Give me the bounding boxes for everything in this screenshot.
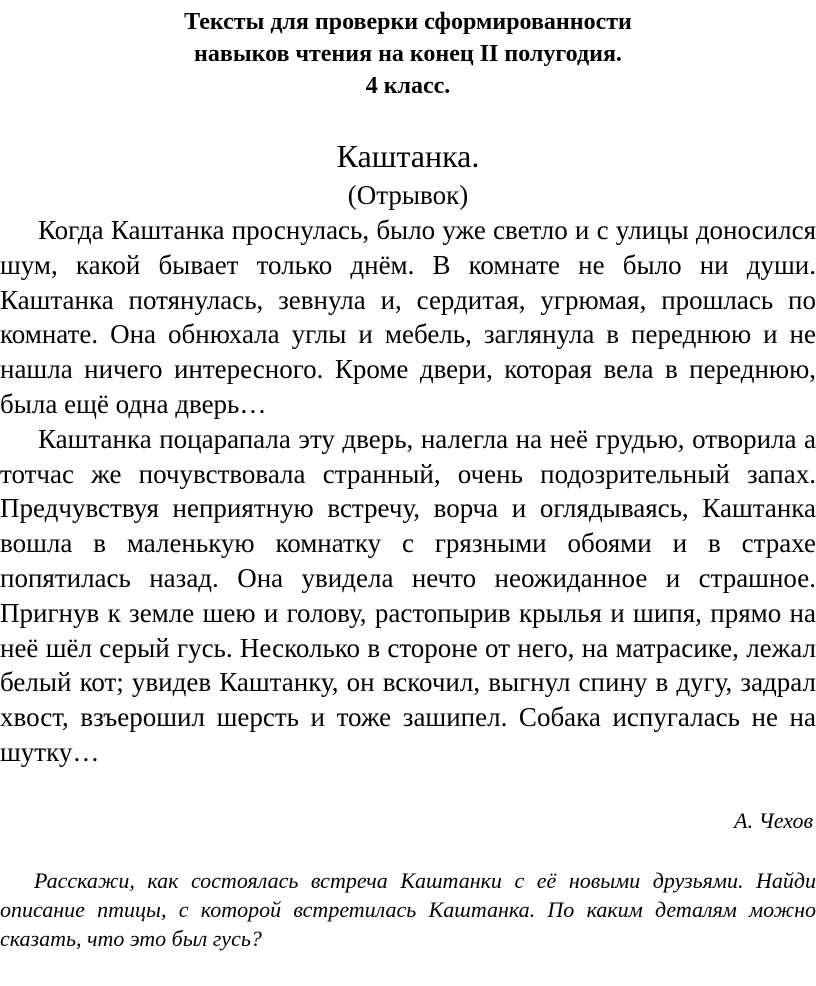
story-author: А. Чехов bbox=[734, 808, 813, 833]
story-body bbox=[0, 213, 816, 770]
story-title: Каштанка. bbox=[336, 138, 480, 174]
header-line-3: 4 класс. bbox=[365, 73, 451, 99]
story-paragraph-1: Когда Каштанка проснулась, было уже светло и с улицы доносился шум, какой бывает только днём. В комнате не было ни души. Каштанка потянулась, зевнула и, сердитая, угрюмая, прошлась по комнате. Она обнюхала углы и мебель, заглянула в переднюю и не нашла ничего интересного. Кроме двери, которая вела в переднюю, была ещё одна дверь… bbox=[0, 215, 816, 419]
document-header bbox=[0, 6, 816, 102]
header-line-2: навыков чтения на конец II полугодия. bbox=[194, 41, 622, 67]
story-subtitle: (Отрывок) bbox=[347, 180, 469, 210]
story-paragraph-2: Каштанка поцарапала эту дверь, налегла на неё грудью, отворила а тотчас же почувствовала странный, очень подозрительный запах. Предчувствуя неприятную встречу, ворча и оглядываясь, Каштанка вошла в маленькую комнатку с грязными обоями и в страхе попятилась назад. Она увидела нечто неожиданное и страшное. Пригнув к земле шею и голову, растопырив крылья и шипя, прямо на неё шёл серый гусь. Несколько в стороне от него, на матрасике, лежал белый кот; увидев Каштанку, он вскочил, выгнул спину в дугу, задрал хвост, взъерошил шерсть и тоже зашипел. Собака испугалась не на шутку… bbox=[0, 423, 816, 767]
task-block bbox=[0, 866, 816, 953]
task-text: Расскажи, как состоялась встреча Каштанки с её новыми друзьями. Найди описание птицы, с которой встретилась Каштанка. По каким деталям можно сказать, что это был гусь? bbox=[0, 868, 816, 951]
header-line-1: Тексты для проверки сформированности bbox=[184, 9, 632, 35]
